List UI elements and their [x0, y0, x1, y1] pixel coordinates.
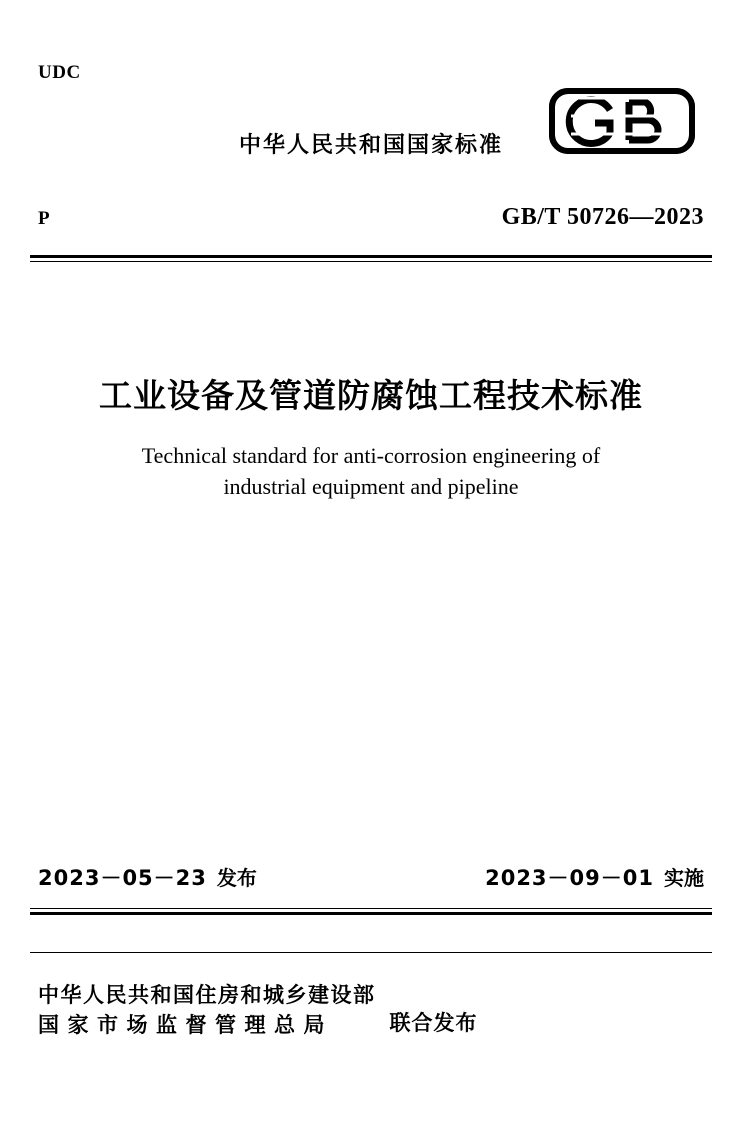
- issue-date: 2023－05－23: [38, 866, 207, 890]
- publishers-block: [38, 980, 704, 1040]
- national-standard-title: 中华人民共和国国家标准: [238, 133, 503, 158]
- publisher-names: [38, 980, 376, 1040]
- divider-footer-thin: [30, 952, 712, 953]
- publisher-line-1: 中华人民共和国住房和城乡建设部: [38, 983, 376, 1007]
- classification-code: P: [38, 208, 50, 229]
- gb-emblem-icon: [549, 88, 695, 154]
- divider-bottom-thick: [30, 912, 712, 915]
- divider-top-thick: [30, 255, 712, 258]
- page-title-english-line2: industrial equipment and pipeline: [223, 474, 519, 499]
- page-title: 工业设备及管道防腐蚀工程技术标准: [99, 376, 643, 415]
- effective-date-block: [485, 862, 704, 892]
- effective-date: 2023－09－01: [485, 866, 654, 890]
- effective-date-label: 实施: [664, 866, 704, 890]
- publisher-line-2: 国家市场监督管理总局: [38, 1013, 333, 1037]
- issue-date-label: 发布: [216, 866, 257, 890]
- joint-release-label: 联合发布: [389, 1011, 478, 1035]
- page-title-english: [71, 440, 671, 502]
- divider-bottom-thin: [30, 908, 712, 909]
- standard-number: GB/T 50726—2023: [501, 204, 704, 230]
- udc-label: UDC: [38, 62, 81, 83]
- issue-date-block: [38, 862, 257, 892]
- page-title-english-line1: Technical standard for anti‑corrosion engineering of: [141, 443, 601, 468]
- divider-top-thin: [30, 261, 712, 262]
